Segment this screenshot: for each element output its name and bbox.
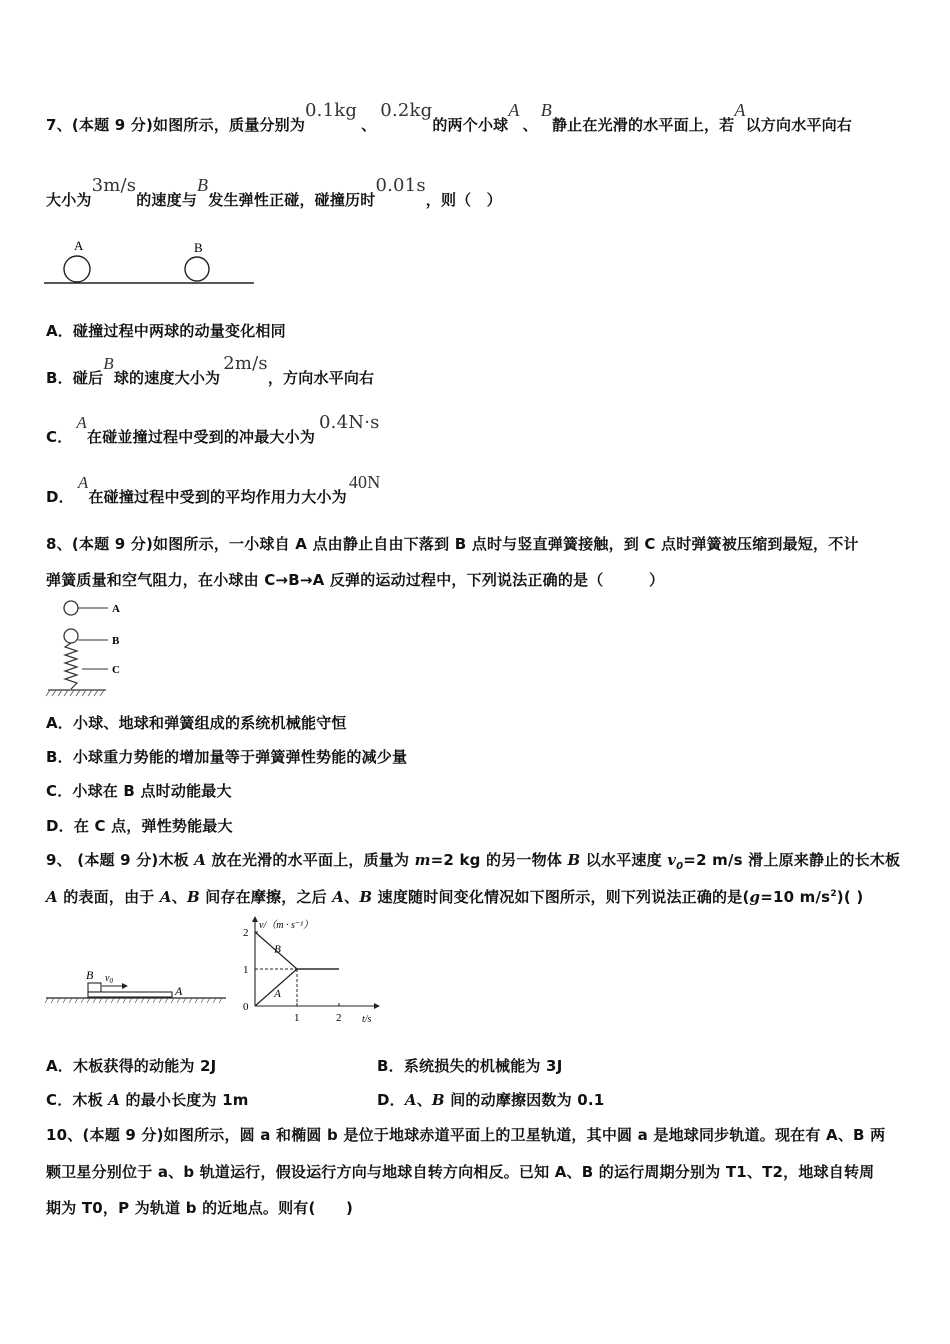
q9-option-d[interactable] <box>377 1089 604 1110</box>
q7-text: C． <box>46 428 73 446</box>
x-tick-label: 1 <box>294 1012 300 1024</box>
q9-fig-label-b: B <box>86 968 94 982</box>
q9-var: g <box>749 888 761 906</box>
q9-fig-label-v0: $v_0$ <box>105 973 113 985</box>
q7-text: 在碰撞过程中受到的平均作用力大小为 <box>88 488 347 506</box>
q7-text: 的速度与 <box>136 191 198 209</box>
q7-mass1: 0.1kg <box>305 100 358 121</box>
q9-stem-line1 <box>46 849 900 872</box>
q7-stem-line1 <box>46 100 852 135</box>
q8-fig-label-b: B <box>112 635 120 647</box>
q9-var: B <box>431 1091 445 1109</box>
series-line-b <box>255 932 339 969</box>
q9-text: C．木板 <box>46 1091 109 1109</box>
q8-figure <box>44 598 130 700</box>
q9-text: =2 kg 的另一物体 <box>430 851 568 869</box>
ball-b-circle <box>185 257 209 281</box>
q8-option-a[interactable]: A．小球、地球和弹簧组成的系统机械能守恒 <box>46 714 347 732</box>
q9-var: m <box>414 851 431 869</box>
q8-fig-label-a: A <box>112 603 120 615</box>
q7-ball-b: B <box>197 175 209 195</box>
q7-text: ，则（ ） <box>425 191 502 209</box>
q7-time: 0.01s <box>375 175 426 196</box>
q9-text: 、 <box>171 888 187 906</box>
q10-stem-line3: 期为 T0，P 为轨道 b 的近地点。则有( ) <box>46 1199 354 1217</box>
x-tick-label: 2 <box>336 1012 342 1024</box>
q9-var: A <box>46 888 58 906</box>
q7-velocity: 3m/s <box>91 175 137 196</box>
q7-text: 7、(本题 9 分)如图所示，质量分别为 <box>46 116 306 134</box>
q7-text: 发生弹性正碰，碰撞历时 <box>208 191 376 209</box>
q9-text: 放在光滑的水平面上，质量为 <box>206 851 415 869</box>
q9-var: A <box>194 851 207 869</box>
q10-stem-line1: 10、(本题 9 分)如图所示，圆 a 和椭圆 b 是位于地球赤道平面上的卫星轨道，其中圆 a 是地球同步轨道。现在有 A、B 两 <box>46 1126 886 1144</box>
q9-board-figure <box>44 966 230 1010</box>
q8-option-c[interactable]: C．小球在 B 点时动能最大 <box>46 782 232 800</box>
q7-mass2: 0.2kg <box>380 100 433 121</box>
q8-option-d[interactable]: D．在 C 点，弹性势能最大 <box>46 817 233 835</box>
q9-var: A <box>332 888 345 906</box>
q7-ball-a: A <box>734 100 746 120</box>
q8-stem-line2: 弹簧质量和空气阻力，在小球由 C→B→A 反弹的运动过程中，下列说法正确的是（ ） <box>46 571 665 589</box>
ball-at-b <box>64 629 78 643</box>
q9-text: 、 <box>344 888 360 906</box>
q7-option-d[interactable] <box>46 472 381 507</box>
series-label-b: B <box>274 943 281 956</box>
q9-text: =10 m/s <box>760 888 831 906</box>
q9-fig-label-a: A <box>175 984 183 998</box>
q7-text: 以方向水平向右 <box>745 116 852 134</box>
q9-stem-line2 <box>46 886 863 907</box>
y-tick-label: 0 <box>243 1001 249 1013</box>
q9-text: =2 m/s 滑上原来静止的长木板 <box>683 851 901 869</box>
q9-subscript: 0 <box>676 861 684 872</box>
q7-fig-label-a: A <box>74 238 84 253</box>
floor-hatch <box>46 690 104 696</box>
q7-text: 球的速度大小为 <box>113 369 221 387</box>
q7-ball-b: B <box>103 354 114 373</box>
q9-option-b[interactable]: B．系统损失的机械能为 3J <box>377 1057 563 1075</box>
q7-text: ，方向水平向右 <box>267 369 375 387</box>
ball-a-circle <box>64 256 90 282</box>
y-axis-arrow <box>252 916 258 922</box>
y-axis-label: v/（m · s⁻¹） <box>259 920 314 931</box>
x-axis-arrow <box>374 1003 380 1009</box>
q7-option-a[interactable]: A．碰撞过程中两球的动量变化相同 <box>46 322 286 340</box>
q8-option-b[interactable]: B．小球重力势能的增加量等于弹簧弹性势能的减少量 <box>46 748 408 766</box>
q9-text: 的最小长度为 1m <box>120 1091 249 1109</box>
x-axis-label: t/s <box>362 1014 372 1025</box>
y-tick-label: 1 <box>243 964 249 976</box>
q9-option-c[interactable] <box>46 1089 249 1110</box>
q9-text: 的表面，由于 <box>57 888 160 906</box>
q7-ball-a: A <box>508 100 520 120</box>
q9-text: 以水平速度 <box>580 851 668 869</box>
q7-text: 大小为 <box>46 191 92 209</box>
q7-option-b[interactable] <box>46 353 375 388</box>
q9-option-a[interactable]: A．木板获得的动能为 2J <box>46 1057 217 1075</box>
q8-fig-label-c: C <box>112 664 120 676</box>
q7-text: B．碰后 <box>46 369 104 387</box>
q9-text: 间存在摩擦，之后 <box>199 888 333 906</box>
q9-text: 间的动摩擦因数为 0.1 <box>444 1091 605 1109</box>
q9-var: B <box>186 888 200 906</box>
q7-text: 、 <box>522 116 538 134</box>
q10-stem-line2: 颗卫星分别位于 a、b 轨道运行，假设运行方向与地球自转方向相反。已知 A、B 的运行周期分别为 T1、T2，地球自转周 <box>46 1163 875 1181</box>
q9-var: B <box>359 888 373 906</box>
spring <box>65 643 77 689</box>
q9-superscript: 2 <box>830 889 837 899</box>
q9-ground-hatch <box>45 998 222 1003</box>
q9-text: 速度随时间变化情况如下图所示，则下列说法正确的是( <box>372 888 750 906</box>
q7-text: 、 <box>361 116 377 134</box>
q9-var: A <box>159 888 172 906</box>
q7-text: 的两个小球 <box>432 116 509 134</box>
velocity-arrowhead <box>122 983 128 989</box>
q7-text: 静止在光滑的水平面上，若 <box>551 116 735 134</box>
q7-optc-value: 0.4N·s <box>319 412 380 433</box>
q7-ball-b: B <box>540 100 552 120</box>
q7-optb-value: 2m/s <box>223 353 268 374</box>
q9-vt-chart <box>238 914 388 1026</box>
block-b <box>88 983 101 992</box>
y-tick-label: 2 <box>243 927 249 939</box>
q9-text: )( ) <box>836 888 864 906</box>
ball-at-a <box>64 601 78 615</box>
q9-var: A <box>108 1091 121 1109</box>
q9-var: A <box>404 1091 417 1109</box>
q9-var: B <box>567 851 581 869</box>
q9-var: v <box>667 851 677 869</box>
q9-text: 、 <box>416 1091 432 1109</box>
q7-fig-label-b: B <box>194 240 203 255</box>
board-a <box>88 992 172 997</box>
q8-stem-line1: 8、(本题 9 分)如图所示，一小球自 A 点由静止自由下落到 B 点时与竖直弹簧接触，到 C 点时弹簧被压缩到最短，不计 <box>46 535 859 553</box>
q7-text: D． <box>46 488 74 506</box>
q9-text: D． <box>377 1091 405 1109</box>
q7-ball-a: A <box>76 413 88 432</box>
series-label-a: A <box>274 988 281 1001</box>
q9-text: 9、 (本题 9 分)木板 <box>46 851 195 869</box>
q7-text: 在碰並撞过程中受到的冲最大小为 <box>87 428 316 446</box>
q7-ball-a: A <box>77 473 89 492</box>
q7-stem-line2 <box>46 175 502 210</box>
q7-option-c[interactable] <box>46 412 380 447</box>
q7-optd-value: 40N <box>348 472 381 492</box>
q7-figure <box>44 236 258 288</box>
